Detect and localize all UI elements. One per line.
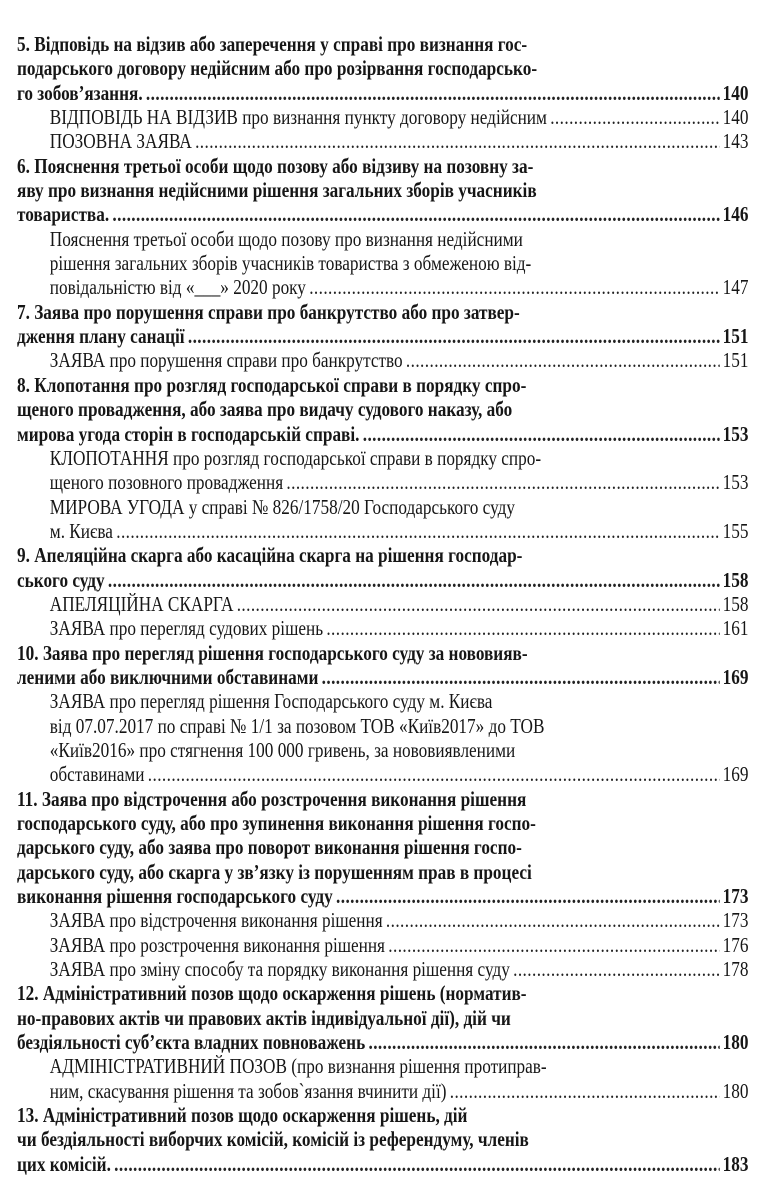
toc-heading-line	[17, 641, 748, 665]
page-number: 169	[722, 664, 749, 689]
toc-entry-line	[17, 714, 748, 738]
toc-line-text: Пояснення третьої особи щодо позову про визнання недійсними	[49, 226, 523, 251]
toc-line-text: ЗАЯВА про відстрочення виконання рішення	[49, 908, 383, 933]
toc-line-text: дарського суду, або скарга у зв’язку із порушенням прав в процесі	[17, 859, 532, 884]
toc-entry-line	[17, 348, 748, 372]
toc-entry-line	[17, 495, 748, 519]
toc-line-text: но-правових актів чи правових актів індивідуальної дії), дій чи	[17, 1005, 511, 1030]
toc-line-text: господарського суду, або про зупинення виконання рішення госпо-	[17, 811, 536, 835]
toc-entry-line	[17, 105, 748, 129]
toc-entry-line	[17, 592, 748, 616]
dot-leader	[108, 568, 719, 592]
dot-leader	[513, 957, 719, 981]
toc-heading-line	[17, 202, 748, 226]
toc-line-text: дарського суду, або заява про поворот виконання рішення госпо-	[17, 835, 522, 860]
dot-leader	[114, 1152, 719, 1176]
toc-line-text: цих комісій.	[17, 1151, 111, 1176]
dot-leader	[237, 592, 720, 616]
page-number: 155	[722, 518, 749, 543]
page-number: 151	[722, 348, 749, 373]
toc-line-text: щеного провадження, або заява про видачу судового наказу, або	[17, 397, 513, 422]
dot-leader	[368, 1030, 719, 1054]
toc-entry-line	[17, 129, 748, 153]
toc-line-text: подарського договору недійсним або про розірвання господарсько-	[17, 56, 538, 81]
toc-line-text: дження плану санації	[17, 324, 185, 349]
page-number: 147	[722, 275, 749, 300]
dot-leader	[286, 470, 719, 494]
toc-heading-line	[17, 1152, 748, 1176]
toc-heading-line	[17, 178, 748, 202]
toc-heading-line	[17, 32, 748, 56]
toc-line-text: 10. Заява про перегляд рішення господарського суду за нововияв-	[17, 640, 528, 665]
page-number: 153	[722, 470, 749, 495]
toc-line-text: АПЕЛЯЦІЙНА СКАРГА	[49, 591, 234, 616]
toc-heading-line	[17, 56, 748, 80]
toc-line-text: 5. Відповідь на відзив або заперечення у справі про визнання гос-	[17, 32, 528, 56]
dot-leader	[550, 105, 719, 129]
toc-line-text: чи бездіяльності виборчих комісій, комісій із референдуму, членів	[17, 1127, 529, 1152]
dot-leader	[336, 884, 719, 908]
toc-heading-line	[17, 324, 748, 348]
toc-line-text: леними або виключними обставинами	[17, 664, 319, 689]
toc-line-text: МИРОВА УГОДА у справі № 826/1758/20 Господарського суду	[49, 494, 515, 519]
toc-heading-line	[17, 300, 748, 324]
toc-entry-line	[17, 762, 748, 786]
toc-line-text: «Київ2016» про стягнення 100 000 гривень, за нововиявленими	[49, 737, 516, 762]
toc-line-text: АДМІНІСТРАТИВНИЙ ПОЗОВ (про визнання рішення протиправ-	[49, 1054, 547, 1079]
toc-line-text: ЗАЯВА про порушення справи про банкрутство	[49, 348, 403, 373]
dot-leader	[146, 81, 719, 105]
page-number: 140	[722, 105, 749, 130]
toc-line-text: ЗАЯВА про перегляд судових рішень	[49, 616, 324, 641]
page-number: 158	[722, 591, 749, 616]
toc-line-text: товариства.	[17, 202, 110, 227]
toc-heading-line	[17, 811, 748, 835]
toc-entry-line	[17, 1054, 748, 1078]
toc-line-text: 7. Заява про порушення справи про банкрутство або про затвер-	[17, 299, 520, 324]
page-number: 151	[722, 324, 749, 349]
toc-line-text: ЗАЯВА про зміну способу та порядку виконання рішення суду	[49, 957, 510, 982]
toc-heading-line	[17, 1030, 748, 1054]
toc-line-text: го зобов’язання.	[17, 80, 143, 105]
toc-heading-line	[17, 884, 748, 908]
page-number: 161	[722, 616, 749, 641]
table-of-contents	[17, 32, 748, 1176]
toc-entry-line	[17, 738, 748, 762]
dot-leader	[450, 1079, 720, 1103]
dot-leader	[112, 202, 719, 226]
toc-line-text: виконання рішення господарського суду	[17, 884, 333, 909]
toc-heading-line	[17, 543, 748, 567]
page-number: 153	[722, 421, 749, 446]
dot-leader	[188, 324, 719, 348]
toc-entry-line	[17, 908, 748, 932]
dot-leader	[309, 275, 719, 299]
dot-leader	[326, 616, 719, 640]
toc-line-text: від 07.07.2017 по справі № 1/1 за позовом ТОВ «Київ2017» до ТОВ	[49, 713, 545, 738]
dot-leader	[116, 519, 719, 543]
page-number: 173	[722, 908, 749, 933]
toc-heading-line	[17, 1127, 748, 1151]
toc-heading-line	[17, 1103, 748, 1127]
toc-entry-line	[17, 251, 748, 275]
dot-leader	[406, 348, 719, 372]
toc-line-text: щеного позовного провадження	[49, 470, 284, 495]
toc-heading-line	[17, 665, 748, 689]
toc-entry-line	[17, 227, 748, 251]
toc-line-text: 6. Пояснення третьої особи щодо позову або відзиву на позовну за-	[17, 153, 534, 178]
toc-heading-line	[17, 981, 748, 1005]
toc-entry-line	[17, 689, 748, 713]
page-number: 180	[722, 1030, 749, 1055]
toc-heading-line	[17, 787, 748, 811]
toc-line-text: 12. Адміністративний позов щодо оскарження рішень (норматив-	[17, 981, 527, 1006]
toc-line-text: обставинами	[49, 762, 145, 787]
toc-line-text: ним, скасування рішення та зобов`язання вчинити дії)	[49, 1078, 447, 1103]
page-number: 183	[722, 1151, 749, 1176]
toc-heading-line	[17, 568, 748, 592]
toc-heading-line	[17, 81, 748, 105]
page-number: 140	[722, 80, 749, 105]
dot-leader	[148, 762, 720, 786]
page-number: 176	[722, 932, 749, 957]
page-number: 146	[722, 202, 749, 227]
toc-line-text: мирова угода сторін в господарській справі.	[17, 421, 360, 446]
toc-entry-line	[17, 957, 748, 981]
toc-entry-line	[17, 1079, 748, 1103]
toc-entry-line	[17, 616, 748, 640]
page-number: 173	[722, 884, 749, 909]
page-number: 178	[722, 957, 749, 982]
toc-line-text: ЗАЯВА про розстрочення виконання рішення	[49, 932, 385, 957]
toc-entry-line	[17, 446, 748, 470]
toc-line-text: ЗАЯВА про перегляд рішення Господарського суду м. Києва	[49, 689, 493, 714]
toc-line-text: ВІДПОВІДЬ НА ВІДЗИВ про визнання пункту договору недійсним	[49, 105, 547, 130]
toc-entry-line	[17, 933, 748, 957]
toc-line-text: бездіяльності суб’єкта владних повноважень	[17, 1030, 366, 1055]
toc-heading-line	[17, 373, 748, 397]
toc-line-text: яву про визнання недійсними рішення загальних зборів учасників	[17, 178, 537, 203]
toc-line-text: 13. Адміністративний позов щодо оскарження рішень, дій	[17, 1103, 468, 1128]
toc-line-text: ського суду	[17, 567, 105, 592]
dot-leader	[195, 129, 719, 153]
page-number: 180	[722, 1078, 749, 1103]
toc-heading-line	[17, 835, 748, 859]
toc-heading-line	[17, 154, 748, 178]
toc-entry-line	[17, 519, 748, 543]
dot-leader	[386, 908, 719, 932]
page-number: 169	[722, 762, 749, 787]
toc-line-text: 9. Апеляційна скарга або касаційна скарга на рішення господар-	[17, 543, 523, 568]
toc-heading-line	[17, 397, 748, 421]
toc-line-text: повідальністю від «___» 2020 року	[49, 275, 306, 300]
toc-line-text: КЛОПОТАННЯ про розгляд господарської справи в порядку спро-	[49, 445, 542, 470]
page-number: 143	[722, 129, 749, 154]
dot-leader	[322, 665, 720, 689]
toc-entry-line	[17, 470, 748, 494]
toc-heading-line	[17, 860, 748, 884]
page-number: 158	[722, 567, 749, 592]
dot-leader	[363, 422, 720, 446]
dot-leader	[388, 933, 719, 957]
toc-line-text: 11. Заява про відстрочення або розстрочення виконання рішення	[17, 786, 527, 811]
toc-heading-line	[17, 1006, 748, 1030]
toc-line-text: 8. Клопотання про розгляд господарської справи в порядку спро-	[17, 372, 527, 397]
toc-line-text: ПОЗОВНА ЗАЯВА	[49, 129, 192, 154]
toc-line-text: м. Києва	[49, 518, 113, 543]
toc-heading-line	[17, 422, 748, 446]
toc-line-text: рішення загальних зборів учасників товариства з обмеженою від-	[49, 251, 532, 276]
toc-entry-line	[17, 275, 748, 299]
